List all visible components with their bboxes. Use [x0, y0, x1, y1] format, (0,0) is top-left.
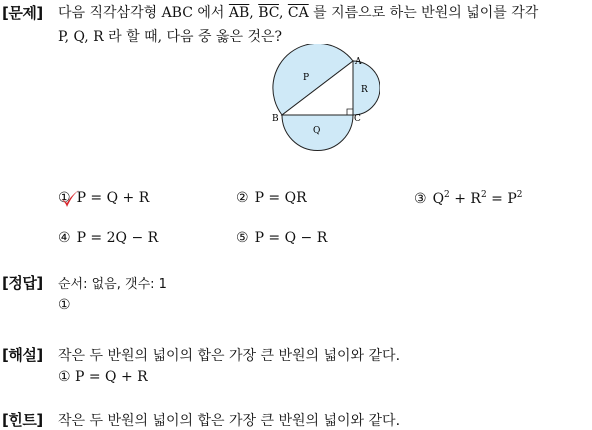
- label-a: A: [355, 57, 362, 67]
- answer-tag: [정답]: [2, 274, 43, 292]
- question-text-b: 를 지름으로 하는 반원의 넓이를 각각: [308, 5, 539, 21]
- option-text-p: = P: [486, 191, 517, 207]
- hint-tag: [힌트]: [2, 411, 43, 429]
- question-line-1: [58, 2, 538, 22]
- option-number: ①: [58, 190, 71, 206]
- label-p: P: [303, 73, 310, 83]
- checkmark-icon: [58, 188, 80, 210]
- option-3[interactable]: [414, 190, 522, 207]
- segment-ab: $\overline{AB}$: [228, 5, 250, 21]
- option-number: ④: [58, 230, 71, 246]
- option-number: ②: [236, 190, 249, 206]
- explanation-line-1: 작은 두 반원의 넓이의 합은 가장 큰 반원의 넓이와 같다.: [58, 348, 401, 364]
- label-b: B: [272, 114, 279, 124]
- option-text: P = 2Q − R: [76, 230, 159, 246]
- explanation-tag: [해설]: [2, 346, 43, 364]
- right-triangle-semicircles-figure: [270, 44, 380, 156]
- question-tag: [문제]: [2, 4, 43, 22]
- option-text: P = QR: [254, 190, 307, 206]
- option-5[interactable]: [236, 230, 327, 246]
- segment-ca: $\overline{CA}$: [287, 5, 309, 21]
- question-line-2: P, Q, R 라 할 때, 다음 중 옳은 것은?: [58, 29, 283, 45]
- exponent: 2: [516, 190, 523, 200]
- option-text: P = Q − R: [254, 230, 328, 246]
- option-text-r: + R: [449, 191, 481, 207]
- label-r: R: [361, 85, 368, 95]
- hint-line-1: 작은 두 반원의 넓이의 합은 가장 큰 반원의 넓이와 같다.: [58, 413, 401, 429]
- exponent: 2: [480, 190, 487, 200]
- option-2[interactable]: [236, 190, 307, 206]
- segment-bc: $\overline{BC}$: [258, 5, 279, 21]
- comma: ,: [278, 5, 288, 21]
- option-text-q: Q: [432, 191, 445, 207]
- question-text-a: 다음 직각삼각형 ABC 에서: [58, 5, 229, 21]
- option-number: ③: [414, 191, 427, 207]
- answer-value: ①: [58, 297, 71, 313]
- option-text: P = Q + R: [76, 190, 150, 206]
- option-number: ⑤: [236, 230, 249, 246]
- label-c: C: [354, 114, 361, 124]
- label-q: Q: [313, 126, 321, 136]
- option-4[interactable]: [58, 230, 158, 246]
- exponent: 2: [444, 190, 450, 200]
- answer-meta: 순서: 없음, 갯수: 1: [58, 277, 167, 292]
- comma: ,: [249, 5, 259, 21]
- explanation-line-2: ① P = Q + R: [58, 369, 148, 385]
